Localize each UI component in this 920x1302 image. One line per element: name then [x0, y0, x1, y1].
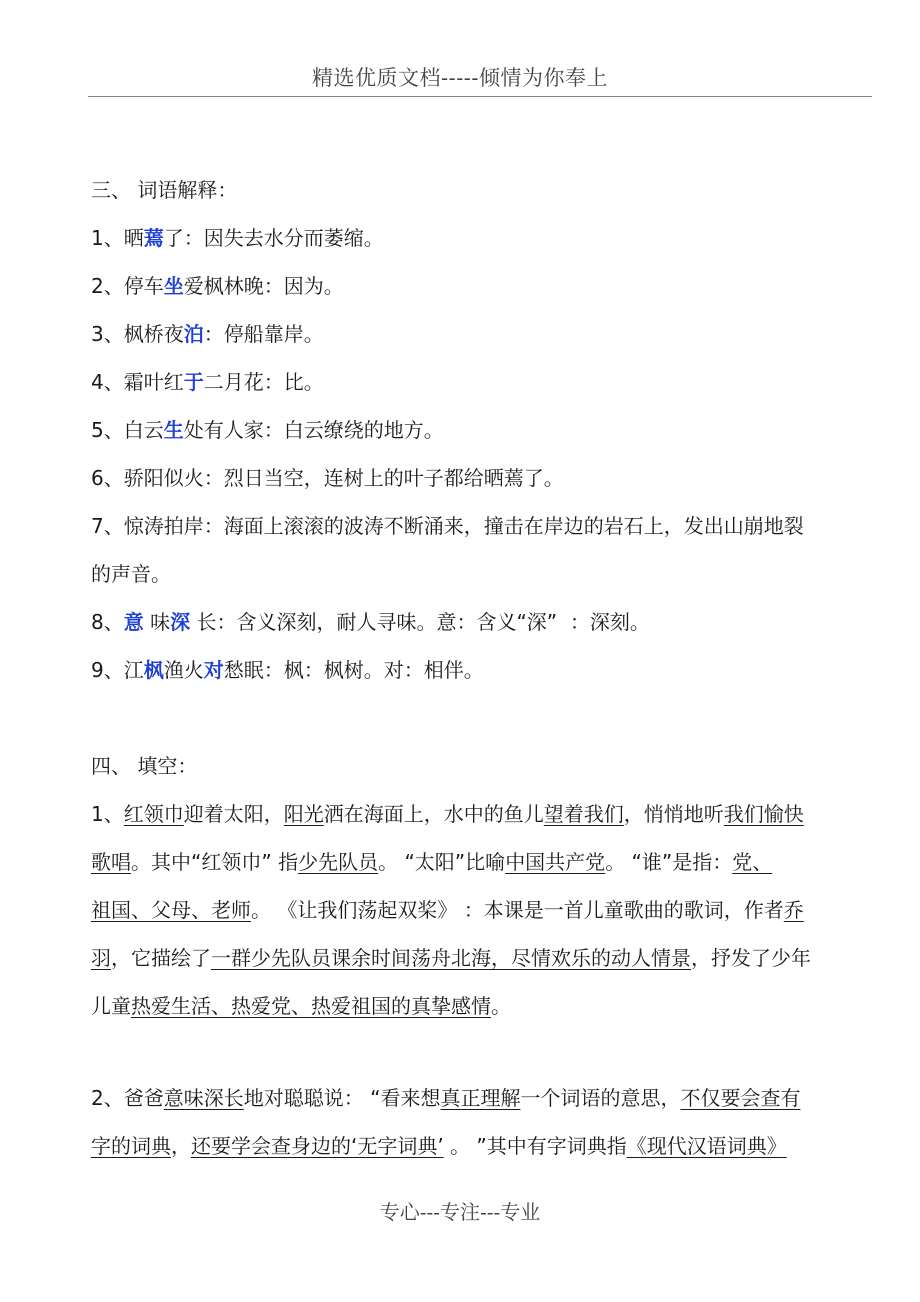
answer-blank: 望着我们 [543, 802, 624, 826]
answer-blank: 红领巾 [123, 802, 184, 826]
answer-blank: 中国共产党 [505, 850, 606, 874]
answer-blank: 《现代汉语词典》 [626, 1134, 787, 1158]
fill-blank-1-line3: 祖国、父母、老师。 《让我们荡起双桨》 ：本课是一首儿童歌曲的歌词，作者乔 [91, 898, 804, 922]
fill-blank-1-line5: 儿童热爱生活、热爱党、热爱祖国的真挚感情。 [91, 994, 511, 1018]
answer-blank: 字的词典 [91, 1134, 171, 1158]
answer-blank: 歌唱 [91, 850, 131, 874]
definition-item-8: 8、意 味深 长：含义深刻，耐人寻味。意：含义“深” ：深刻。 [91, 610, 650, 634]
document-body [91, 166, 901, 1170]
highlight-char: 对 [203, 658, 224, 682]
answer-blank: 祖国、父母、老师 [91, 898, 251, 922]
definition-item-7-line2: 的声音。 [91, 562, 171, 586]
answer-blank: 乔 [783, 898, 804, 922]
section-heading-4: 四、 填空： [91, 754, 198, 778]
highlight-char: 泊 [183, 322, 204, 346]
fill-blank-1-line4: 羽，它描绘了一群少先队员课余时间荡舟北海，尽情欢乐的动人情景，抒发了少年 [91, 946, 811, 970]
highlight-char: 意 [123, 610, 144, 634]
page-footer: 专心---专注---专业 [379, 1200, 541, 1224]
highlight-char: 于 [183, 370, 204, 394]
definition-item-7-line1: 7、惊涛拍岸：海面上滚滚的波涛不断涌来，撞击在岸边的岩石上，发出山崩地裂 [91, 514, 804, 538]
highlight-char: 坐 [163, 274, 184, 298]
fill-blank-2-line1: 2、爸爸意味深长地对聪聪说： “看来想真正理解一个词语的意思，不仅要会查有 [91, 1086, 801, 1110]
definition-item-3: 3、枫桥夜泊：停船靠岸。 [91, 322, 324, 346]
answer-blank: 一群少先队员课余时间荡舟北海，尽情欢乐的动人情景 [211, 946, 691, 970]
answer-blank: 少先队员 [298, 850, 379, 874]
highlight-char: 深 [170, 610, 191, 634]
answer-blank: 羽 [91, 946, 111, 970]
fill-blank-1-line1: 1、红领巾迎着太阳，阳光洒在海面上，水中的鱼儿望着我们，悄悄地听我们愉快 [91, 802, 804, 826]
answer-blank: 热爱生活、热爱党、热爱祖国的真挚感情 [131, 994, 491, 1018]
fill-blank-2-line2: 字的词典，还要学会查身边的‘无字词典’ 。 ”其中有字词典指《现代汉语词典》 [91, 1134, 787, 1158]
highlight-char: 枫 [143, 658, 164, 682]
page-header: 精选优质文档-----倾情为你奉上 [312, 66, 608, 90]
definition-item-2: 2、停车坐爱枫林晚：因为。 [91, 274, 344, 298]
definition-item-5: 5、白云生处有人家：白云缭绕的地方。 [91, 418, 444, 442]
section-heading-3: 三、 词语解释： [91, 178, 238, 202]
fill-blank-1-line2: 歌唱。其中“红领巾” 指少先队员。 “太阳”比喻中国共产党。 “谁”是指：党、 [91, 850, 773, 874]
spacer [91, 694, 901, 742]
answer-blank: 还要学会查身边的‘无字词典’ [191, 1134, 444, 1158]
definition-item-1: 1、晒蔫了：因失去水分而萎缩。 [91, 226, 384, 250]
answer-blank: 阳光 [283, 802, 324, 826]
definition-item-6: 6、骄阳似火：烈日当空，连树上的叶子都给晒蔫了。 [91, 466, 564, 490]
answer-blank: 我们愉快 [723, 802, 804, 826]
highlight-char: 蔫 [143, 226, 164, 250]
spacer [91, 1030, 901, 1074]
header-divider [88, 96, 872, 97]
answer-blank: 真正理解 [440, 1086, 521, 1110]
answer-blank: 不仅要会查有 [680, 1086, 801, 1110]
answer-blank: 意味深长 [163, 1086, 244, 1110]
highlight-char: 生 [163, 418, 184, 442]
definition-item-9: 9、江枫渔火对愁眠：枫：枫树。对：相伴。 [91, 658, 484, 682]
answer-blank: 党、 [732, 850, 773, 874]
definition-item-4: 4、霜叶红于二月花：比。 [91, 370, 324, 394]
